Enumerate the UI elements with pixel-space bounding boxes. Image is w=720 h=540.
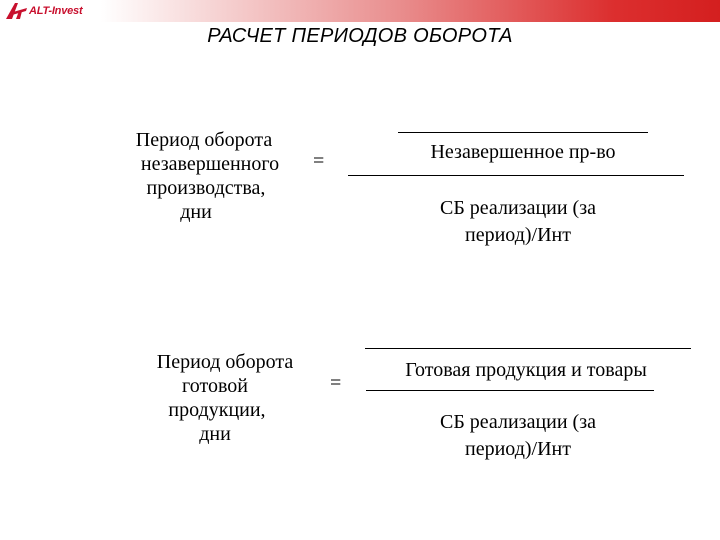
formula-2-top-rule <box>365 348 691 349</box>
formula-2-denominator-line: период)/Инт <box>465 438 571 460</box>
formula-2-lhs-line: продукции, <box>168 399 266 421</box>
formula-1-numerator: Незавершенное пр-во <box>430 141 616 163</box>
formula-1-lhs-line: Период оборота <box>135 129 273 151</box>
formula-1-denominator-line: СБ реализации (за <box>439 197 596 219</box>
formula-2-fraction-bar <box>366 390 654 391</box>
formula-2-lhs-line: Период оборота <box>156 351 294 373</box>
formula-2-lhs-line: готовой <box>182 375 248 397</box>
formula-1-top-rule <box>398 132 648 133</box>
formula-1-lhs-line: незавершенного <box>140 153 280 175</box>
formula-2-lhs-line: дни <box>199 423 231 445</box>
formula-2-numerator: Готовая продукция и товары <box>405 359 647 381</box>
formula-1-equals: = <box>313 150 325 172</box>
logo-text: ALT-Invest <box>29 5 83 17</box>
formula-2-denominator <box>388 410 648 461</box>
formula-1-denominator <box>388 196 648 247</box>
formula-1-denominator-line: период)/Инт <box>465 224 571 246</box>
formula-1-lhs-line: дни <box>180 201 212 223</box>
formula-1-fraction-bar <box>348 175 684 176</box>
formula-2-equals: = <box>330 372 342 394</box>
formula-1-lhs-line: производства, <box>146 177 266 199</box>
formula-1-lhs <box>95 128 325 224</box>
header-bar <box>0 0 720 22</box>
page-title: РАСЧЕТ ПЕРИОДОВ ОБОРОТА <box>207 25 513 47</box>
logo <box>4 2 82 20</box>
logo-icon <box>4 2 28 20</box>
formula-2-lhs <box>110 350 340 446</box>
formula-2-denominator-line: СБ реализации (за <box>439 411 596 433</box>
